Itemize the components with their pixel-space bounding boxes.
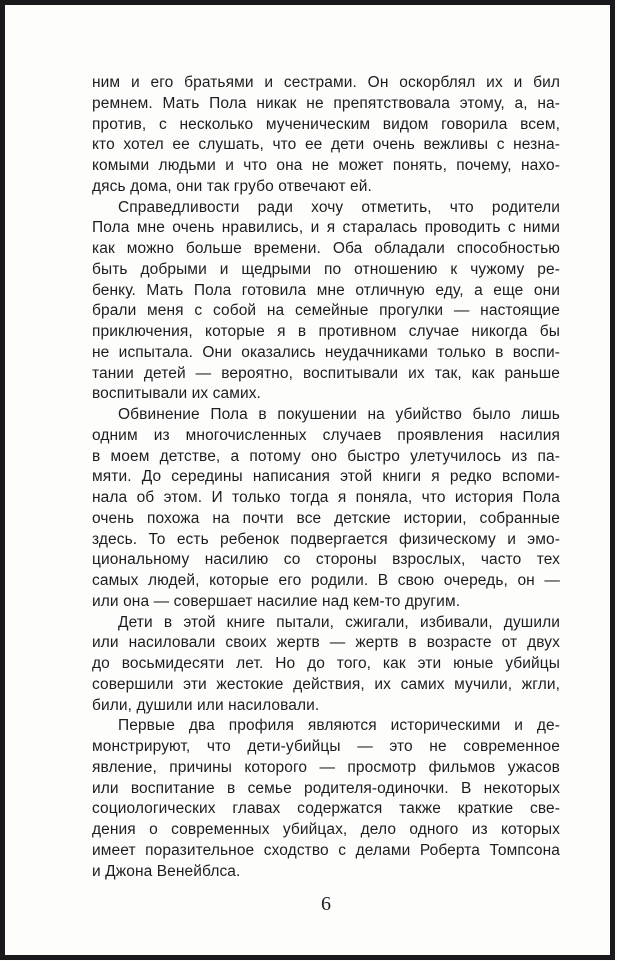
text-line: мяти. До середины написания этой книги я редко вспоми- <box>92 468 560 486</box>
text-line: одним из многочисленных случаев проявления насилия <box>92 426 560 444</box>
text-line: бенку. Мать Пола готовила мне отличную еду, а еще они <box>92 281 560 299</box>
text-line: или воспитание в семье родителя-одиночки. В некоторых <box>92 779 560 797</box>
paragraph <box>92 73 560 198</box>
text-line: ремнем. Мать Пола никак не препятствовала этому, а, на- <box>92 94 560 112</box>
text-line: воспитывали их самих. <box>92 385 261 403</box>
text-line: или она — совершает насилие над кем-то другим. <box>92 592 461 610</box>
text-line: явление, причины которого — просмотр фильмов ужасов <box>92 758 560 776</box>
text-line: тании детей — вероятно, воспитывали их так, как раньше <box>92 364 560 382</box>
text-line: имеет поразительное сходство с делами Роберта Томпсона <box>92 841 560 859</box>
text-line: совершили эти жестокие действия, их самих мучили, жгли, <box>92 675 560 693</box>
text-line: дения о современных убийцах, дело одного из которых <box>92 821 560 838</box>
text-line: или насиловали своих жертв — жертв в возрасте от двух <box>92 634 560 652</box>
paragraph <box>92 613 560 717</box>
paragraph <box>92 198 560 406</box>
text-line: циональному насилию со стороны взрослых, часто тех <box>92 551 560 569</box>
text-line: нала об этом. И только тогда я поняла, что история Пола <box>92 489 560 506</box>
text-line: кто хотел ее слушать, что ее дети очень вежливы с незна- <box>92 136 560 154</box>
text-line: дясь дома, они так грубо отвечают ей. <box>92 177 372 195</box>
text-line: Пола мне очень нравились, и я старалась проводить с ними <box>92 219 560 237</box>
paragraph <box>92 405 560 613</box>
text-line: Справедливости ради хочу отметить, что родители <box>118 198 560 216</box>
text-line: и Джона Венейблса. <box>92 862 241 880</box>
text-line: не испытала. Они оказались неудачниками только в воспи- <box>92 343 560 361</box>
text-line: социологических главах содержатся также краткие све- <box>92 800 560 818</box>
text-line: Обвинение Пола в покушении на убийство было лишь <box>118 406 560 423</box>
text-line: против, с несколько мученическим видом говорила всем, <box>92 115 560 133</box>
text-line: Первые два профиля являются историческими и де- <box>118 717 560 735</box>
page-number: 6 <box>321 893 331 915</box>
text-line: приключения, которые я в противном случае никогда бы <box>92 323 560 340</box>
text-line: до восьмидесяти лет. Но до того, как эти юные убийцы <box>92 655 560 672</box>
text-line: очень похожа на почти все детские истории, собранные <box>92 509 560 527</box>
text-line: быть добрыми и щедрыми по отношению к чужому ре- <box>92 260 560 278</box>
text-line: самых людей, которые его родили. В свою очередь, он — <box>92 572 560 589</box>
text-line: в моем детстве, а потому оно быстро улетучилось из па- <box>92 447 560 465</box>
text-line: монстрируют, что дети-убийцы — это не современное <box>92 738 560 755</box>
text-line: били, душили или насиловали. <box>92 696 320 714</box>
text-line: ним и его братьями и сестрами. Он оскорблял их и бил <box>92 74 560 91</box>
text-line: брали меня с собой на семейные прогулки — настоящие <box>92 302 560 320</box>
text-line: комыми людьми и что она не может понять, почему, нахо- <box>92 157 560 174</box>
text-line: здесь. То есть ребенок подвергается физическому и эмо- <box>92 530 560 548</box>
text-column <box>92 73 560 882</box>
text-line: Дети в этой книге пытали, сжигали, избивали, душили <box>118 613 560 631</box>
text-line: как можно больше времени. Оба обладали способностью <box>92 240 560 257</box>
paragraph <box>92 716 560 882</box>
